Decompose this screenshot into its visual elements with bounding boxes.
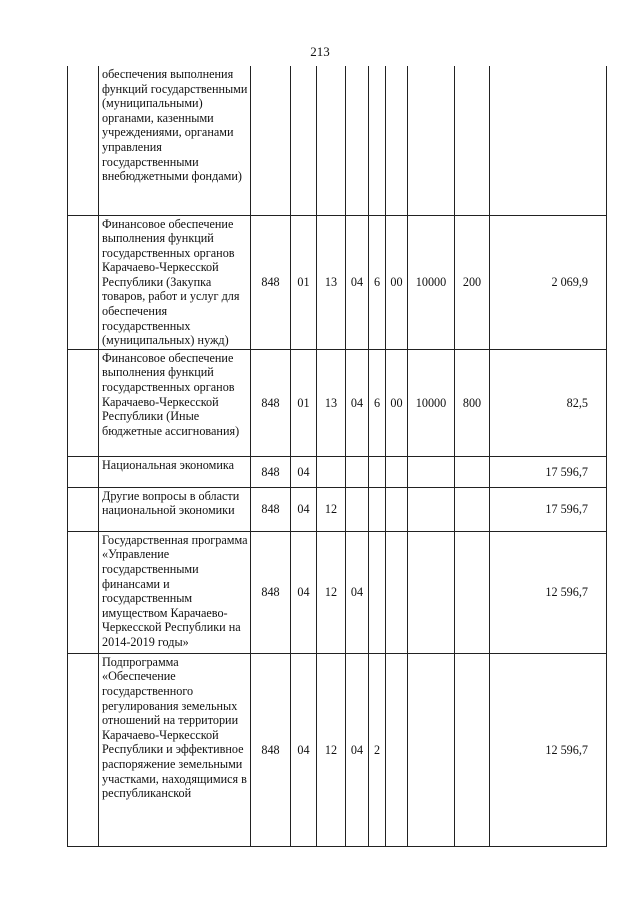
- section-cell: 04: [291, 531, 317, 653]
- direction-cell: [408, 653, 455, 846]
- program-cell: 04: [346, 349, 369, 456]
- table-row: [68, 531, 607, 653]
- table-row: [68, 456, 607, 487]
- ministry-code-cell: [251, 66, 291, 215]
- table-row: [68, 653, 607, 846]
- subsection-cell: [317, 456, 346, 487]
- direction-cell: 10000: [408, 215, 455, 349]
- sum-cell: 12 596,7: [490, 531, 607, 653]
- table-row: [68, 215, 607, 349]
- index-cell: [68, 531, 99, 653]
- ministry-code-cell: 848: [251, 653, 291, 846]
- main-event-cell: [386, 531, 408, 653]
- direction-cell: [408, 456, 455, 487]
- subprogram-cell: [369, 66, 386, 215]
- subsection-cell: 12: [317, 487, 346, 531]
- direction-cell: [408, 66, 455, 215]
- program-cell: 04: [346, 653, 369, 846]
- page-number: 213: [310, 44, 330, 59]
- index-cell: [68, 349, 99, 456]
- subsection-cell: [317, 66, 346, 215]
- main-event-cell: [386, 66, 408, 215]
- section-cell: 01: [291, 349, 317, 456]
- direction-cell: [408, 487, 455, 531]
- main-event-cell: 00: [386, 349, 408, 456]
- index-cell: [68, 487, 99, 531]
- expense-type-cell: [455, 531, 490, 653]
- subprogram-cell: [369, 487, 386, 531]
- sum-cell: 2 069,9: [490, 215, 607, 349]
- name-cell: обеспечения выполнения функций государственными (муниципальными) органами, казенными учреждениями, органами управления государственными внебюджетными фондами): [99, 66, 251, 215]
- sum-cell: 17 596,7: [490, 487, 607, 531]
- expense-type-cell: [455, 66, 490, 215]
- subprogram-cell: [369, 531, 386, 653]
- index-cell: [68, 653, 99, 846]
- expense-type-cell: [455, 487, 490, 531]
- sum-cell: 17 596,7: [490, 456, 607, 487]
- program-cell: [346, 487, 369, 531]
- main-event-cell: [386, 653, 408, 846]
- program-cell: 04: [346, 531, 369, 653]
- name-cell: Государственная программа «Управление государственными финансами и государственным имуществом Карачаево-Черкесской Республики на 2014-2019 годы»: [99, 531, 251, 653]
- subsection-cell: 13: [317, 215, 346, 349]
- main-event-cell: [386, 487, 408, 531]
- main-event-cell: [386, 456, 408, 487]
- table-row: [68, 487, 607, 531]
- ministry-code-cell: 848: [251, 456, 291, 487]
- name-cell: Финансовое обеспечение выполнения функций государственных органов Карачаево-Черкесской Республики (Закупка товаров, работ и услуг для обеспечения государственных (муниципальных) нужд): [99, 215, 251, 349]
- program-cell: [346, 456, 369, 487]
- expense-type-cell: 800: [455, 349, 490, 456]
- subsection-cell: 13: [317, 349, 346, 456]
- ministry-code-cell: 848: [251, 349, 291, 456]
- sum-cell: 12 596,7: [490, 653, 607, 846]
- expense-type-cell: 200: [455, 215, 490, 349]
- name-cell: Другие вопросы в области национальной экономики: [99, 487, 251, 531]
- program-cell: [346, 66, 369, 215]
- name-cell: Национальная экономика: [99, 456, 251, 487]
- table-row: [68, 66, 607, 215]
- name-cell: Финансовое обеспечение выполнения функций государственных органов Карачаево-Черкесской Республики (Иные бюджетные ассигнования): [99, 349, 251, 456]
- main-event-cell: 00: [386, 215, 408, 349]
- subprogram-cell: 6: [369, 349, 386, 456]
- sum-cell: 82,5: [490, 349, 607, 456]
- sum-cell: [490, 66, 607, 215]
- expense-type-cell: [455, 456, 490, 487]
- expense-type-cell: [455, 653, 490, 846]
- subprogram-cell: 6: [369, 215, 386, 349]
- subprogram-cell: 2: [369, 653, 386, 846]
- section-cell: 04: [291, 653, 317, 846]
- subsection-cell: 12: [317, 531, 346, 653]
- subsection-cell: 12: [317, 653, 346, 846]
- ministry-code-cell: 848: [251, 215, 291, 349]
- program-cell: 04: [346, 215, 369, 349]
- direction-cell: [408, 531, 455, 653]
- table-row: [68, 349, 607, 456]
- ministry-code-cell: 848: [251, 531, 291, 653]
- index-cell: [68, 215, 99, 349]
- section-cell: [291, 66, 317, 215]
- index-cell: [68, 66, 99, 215]
- subprogram-cell: [369, 456, 386, 487]
- section-cell: 04: [291, 487, 317, 531]
- ministry-code-cell: 848: [251, 487, 291, 531]
- direction-cell: 10000: [408, 349, 455, 456]
- section-cell: 04: [291, 456, 317, 487]
- index-cell: [68, 456, 99, 487]
- section-cell: 01: [291, 215, 317, 349]
- budget-table: [67, 66, 607, 847]
- name-cell: Подпрограмма «Обеспечение государственного регулирования земельных отношений на территории Карачаево-Черкесской Республики и эффективное распоряжение земельными участками, находящимися в республиканской: [99, 653, 251, 846]
